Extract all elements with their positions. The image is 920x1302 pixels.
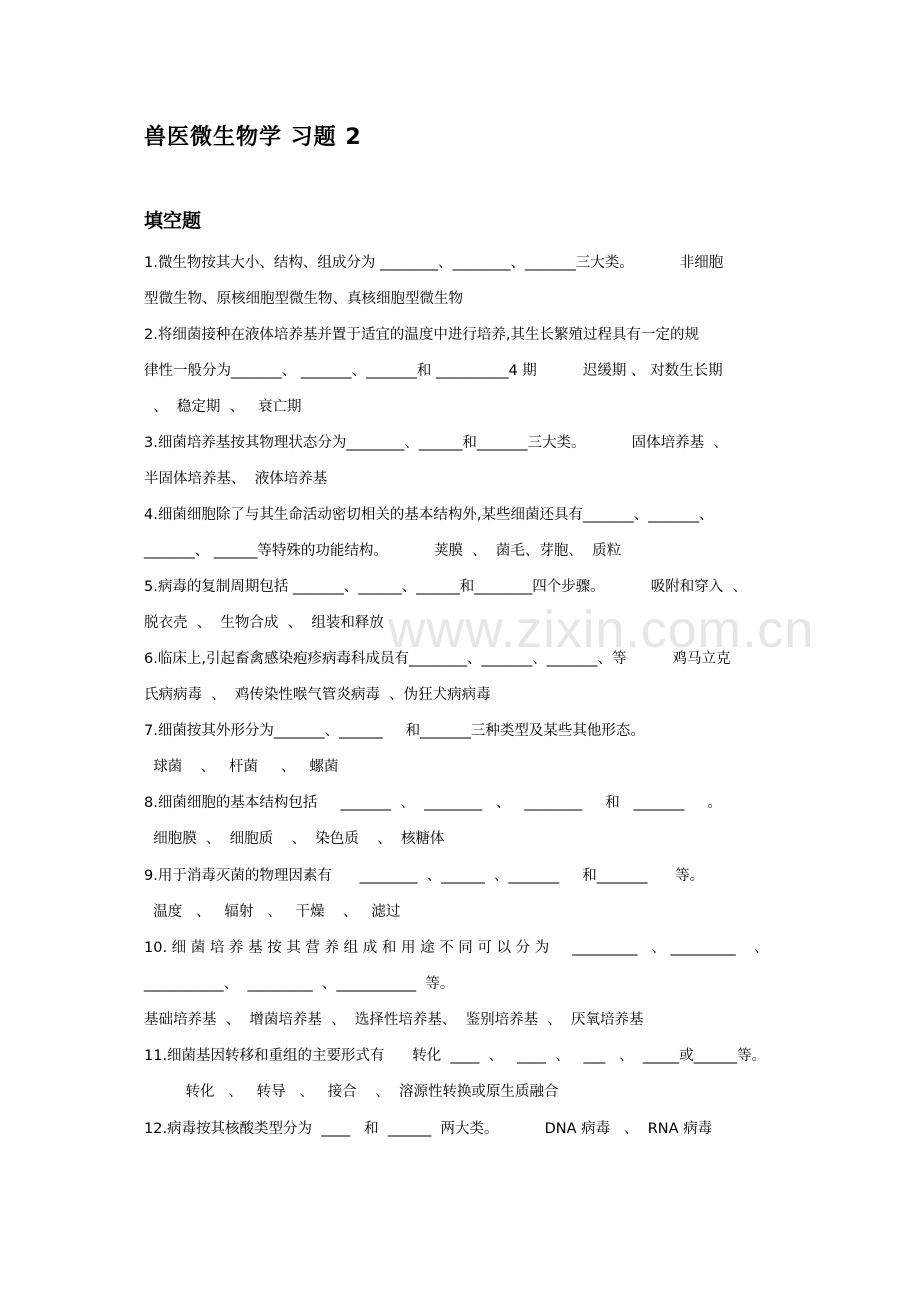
text-line: 细胞膜 、 细胞质 、 染色质 、 核糖体 — [144, 831, 445, 847]
text-line: 4.细菌细胞除了与其生命活动密切相关的基本结构外,某些细菌还具有_______、_______、 — [144, 507, 714, 523]
text-line: _______、 ______等特殊的功能结构。 荚膜 、 菌毛、芽胞、 质粒 — [144, 543, 622, 559]
text-line: 脱衣壳 、 生物合成 、 组装和释放 — [144, 615, 384, 631]
text-line: 7.细菌按其外形分为_______、______ 和_______三种类型及某些其他形态。 — [144, 723, 645, 739]
text-line: 半固体培养基、 液体培养基 — [144, 471, 328, 487]
text-line: 9.用于消毒灭菌的物理因素有 ________ 、______ 、_______ 和_______ 等。 — [144, 868, 705, 884]
watermark: www.zixin.com.cn — [388, 601, 815, 659]
text-line: 6.临床上,引起畜禽感染疱疹病毒科成员有________、_______、_______、等 鸡马立克 — [144, 651, 731, 667]
text-line: 11.细菌基因转移和重组的主要形式有 转化 ____ 、 ____ 、 ___ 、 _____或______等。 — [144, 1048, 767, 1064]
text-line: 3.细菌培养基按其物理状态分为________、______和_______三大类。 固体培养基 、 — [144, 435, 728, 451]
text-line: 球菌 、 杆菌 、 螺菌 — [144, 759, 339, 775]
text-line: 基础培养基 、 增菌培养基 、 选择性培养基、 鉴别培养基 、 厌氧培养基 — [144, 1012, 644, 1028]
text-line: 5.病毒的复制周期包括 _______、______、______和________四个步骤。 吸附和穿入 、 — [144, 579, 748, 595]
section-heading: 填空题 — [144, 210, 202, 232]
text-line: 律性一般分为_______、 _______、_______和 __________4 期 迟缓期 、 对数生长期 — [144, 363, 723, 379]
text-line: 型微生物、原核细胞型微生物、真核细胞型微生物 — [144, 291, 463, 307]
text-line: 温度 、 辐射 、 干燥 、 滤过 — [144, 904, 401, 920]
text-line: 转化 、 转导 、 接合 、 溶源性转换或原生质融合 — [144, 1084, 559, 1100]
text-line: ___________、 _________ 、___________ 等。 — [144, 976, 455, 992]
text-line: 2.将细菌接种在液体培养基并置于适宜的温度中进行培养,其生长繁殖过程具有一定的规 — [144, 327, 699, 343]
document-title: 兽医微生物学 习题 2 — [144, 125, 362, 150]
text-line: 氏病病毒 、 鸡传染性喉气管炎病毒 、伪狂犬病病毒 — [144, 687, 491, 703]
text-line: 、 稳定期 、 衰亡期 — [144, 399, 302, 415]
text-line: 8.细菌细胞的基本结构包括 _______ 、 ________ 、 ________ 和 _______ 。 — [144, 795, 722, 811]
text-line: 10. 细 菌 培 养 基 按 其 营 养 组 成 和 用 途 不 同 可 以 分 为 _________ 、 _________ 、 — [144, 940, 769, 956]
text-line: 12.病毒按其核酸类型分为 ____ 和 ______ 两大类。 DNA 病毒 、 RNA 病毒 — [144, 1121, 713, 1137]
text-line: 1.微生物按其大小、结构、组成分为 ________、________、_______三大类。 非细胞 — [144, 255, 724, 271]
